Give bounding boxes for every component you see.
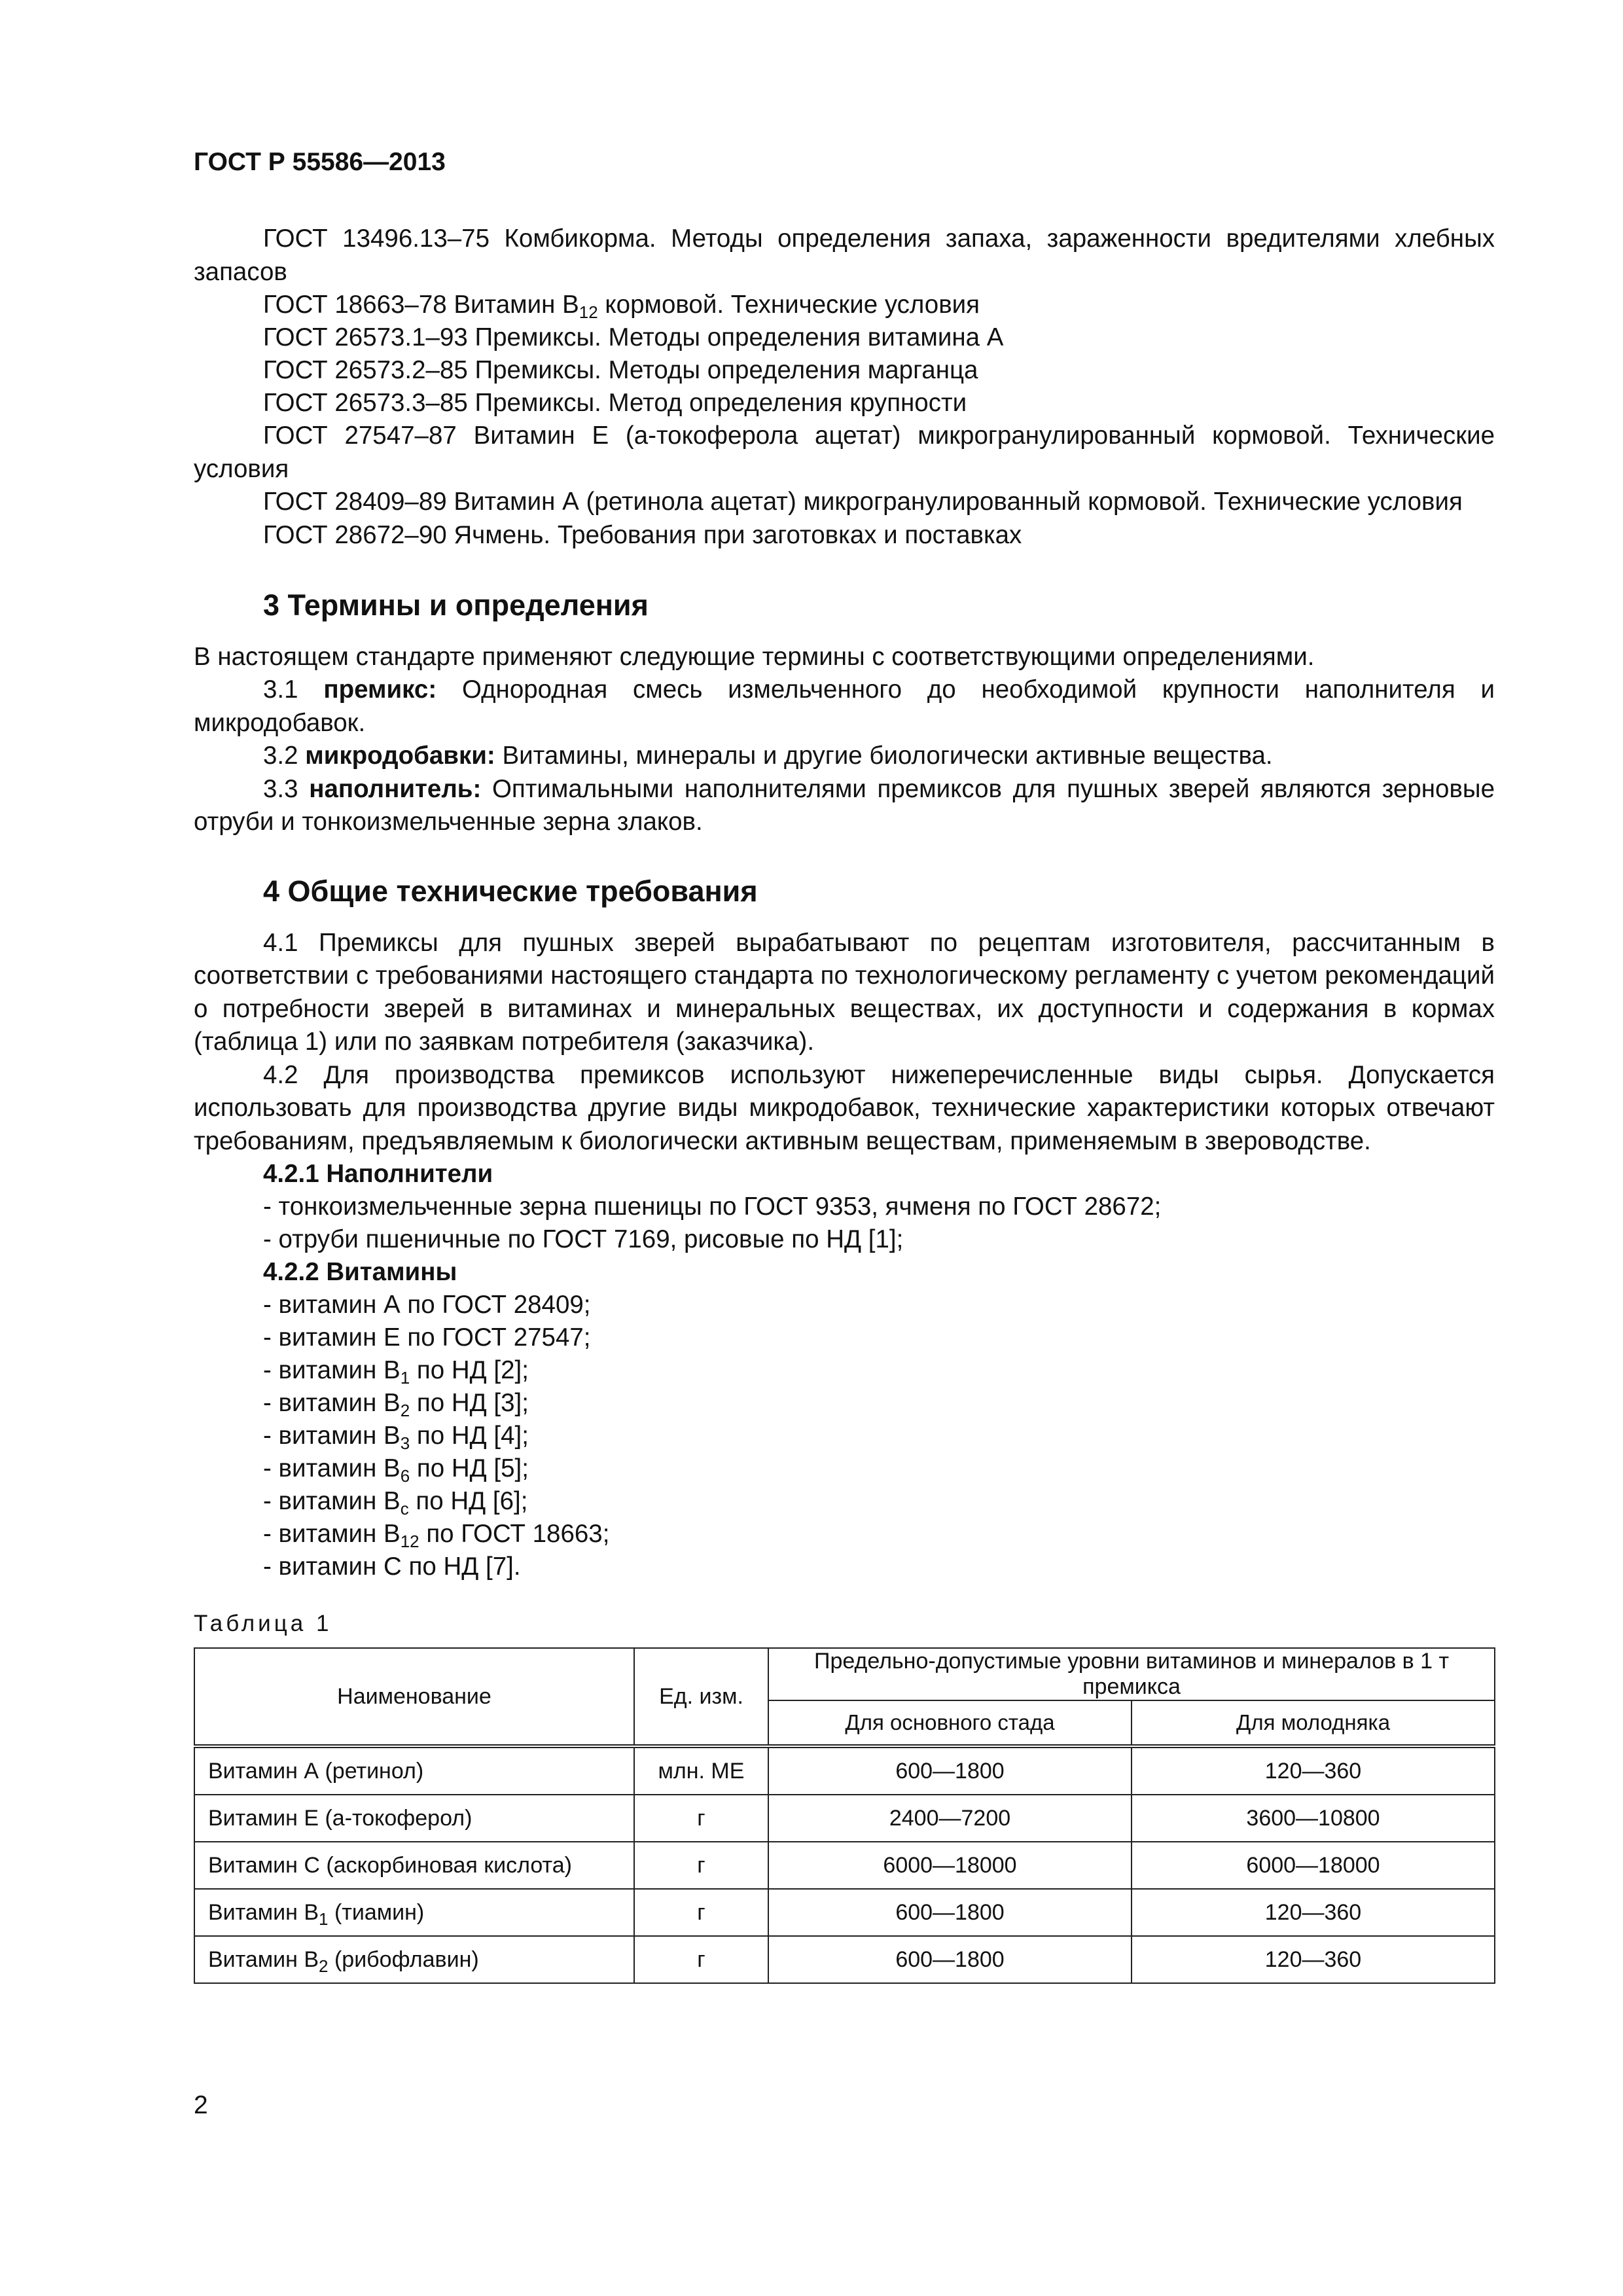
- section-4-heading: 4 Общие технические требования: [263, 874, 758, 908]
- cell-young: 120—360: [1132, 1889, 1495, 1936]
- cell-unit: г: [634, 1936, 768, 1983]
- term-premix: 3.1 премикс: Однородная смесь измельченного до необходимой крупности наполнителя и микродобавок.: [194, 675, 1495, 737]
- filler-item: - отруби пшеничные по ГОСТ 7169, рисовые по НД [1];: [263, 1225, 904, 1253]
- table-1: [194, 1647, 1495, 1984]
- cell-young: 120—360: [1132, 1936, 1495, 1983]
- page-number: 2: [194, 2091, 208, 2119]
- cell-name: Витамин А (ретинол): [194, 1746, 634, 1795]
- section-3-intro: В настоящем стандарте применяют следующие термины с соответствующими определениями.: [194, 642, 1315, 671]
- column-header-main-herd: Для основного стада: [768, 1700, 1132, 1746]
- reference-13496: ГОСТ 13496.13–75 Комбикорма. Методы определения запаха, зараженности вредителями хлебных запасов: [194, 224, 1495, 286]
- column-header-levels: Предельно-допустимые уровни витаминов и минералов в 1 т премикса: [768, 1648, 1495, 1700]
- table-row: [194, 1889, 1495, 1936]
- term-microadditives: 3.2 микродобавки: Витамины, минералы и другие биологически активные вещества.: [263, 742, 1273, 770]
- filler-item: - тонкоизмельченные зерна пшеницы по ГОСТ 9353, ячменя по ГОСТ 28672;: [263, 1193, 1162, 1221]
- paragraph-4-1: 4.1 Премиксы для пушных зверей вырабатывают по рецептам изготовителя, рассчитанным в соответствии с требованиями настоящего стандарта по технологическому регламенту с учетом рекомендаций о потребности зверей в витаминах и минеральных веществах, их доступности и содержания в кормах (таблица 1) или по заявкам потребителя (заказчика).: [194, 928, 1495, 1056]
- reference-18663: ГОСТ 18663–78 Витамин $В_{12}$ кормовой. Технические условия: [263, 291, 980, 322]
- page-content: [194, 223, 1495, 1984]
- table-row: [194, 1842, 1495, 1889]
- table-row: [194, 1936, 1495, 1983]
- cell-main-herd: 600—1800: [768, 1936, 1132, 1983]
- cell-name: Витамин $В_2$ (рибофлавин): [194, 1936, 634, 1983]
- term-filler: 3.3 наполнитель: Оптимальными наполнителями премиксов для пушных зверей являются зерновые отруби и тонкоизмельченные зерна злаков.: [194, 774, 1495, 836]
- references-list: [194, 223, 1495, 552]
- reference-28409: ГОСТ 28409–89 Витамин А (ретинола ацетат) микрогранулированный кормовой. Технические условия: [263, 488, 1463, 516]
- cell-main-herd: 6000—18000: [768, 1842, 1132, 1889]
- table-1-caption: Таблица 1: [194, 1611, 332, 1636]
- reference-27547: ГОСТ 27547–87 Витамин Е (а-токоферола ацетат) микрогранулированный кормовой. Технические условия: [194, 422, 1495, 483]
- cell-unit: млн. МЕ: [634, 1746, 768, 1795]
- cell-name: Витамин $В_1$ (тиамин): [194, 1889, 634, 1936]
- table-row: [194, 1746, 1495, 1795]
- cell-unit: г: [634, 1795, 768, 1842]
- cell-young: 120—360: [1132, 1746, 1495, 1795]
- document-header: ГОСТ Р 55586—2013: [194, 148, 446, 176]
- reference-26573-2: ГОСТ 26573.2–85 Премиксы. Методы определения марганца: [263, 356, 978, 384]
- vitamin-item: - витамин $В_1$ по НД [2];: [263, 1356, 529, 1388]
- subsection-4-2-1-heading: 4.2.1 Наполнители: [263, 1160, 493, 1188]
- reference-28672: ГОСТ 28672–90 Ячмень. Требования при заготовках и поставках: [263, 520, 1022, 549]
- vitamin-item: - витамин $В_{12}$ по ГОСТ 18663;: [263, 1520, 610, 1551]
- cell-main-herd: 2400—7200: [768, 1795, 1132, 1842]
- section-3-heading: 3 Термины и определения: [263, 588, 649, 622]
- column-header-young: Для молодняка: [1132, 1700, 1495, 1746]
- cell-main-herd: 600—1800: [768, 1889, 1132, 1936]
- vitamin-item: - витамин С по НД [7].: [263, 1552, 521, 1581]
- cell-unit: г: [634, 1842, 768, 1889]
- subsection-4-2-2-heading: 4.2.2 Витамины: [263, 1258, 457, 1286]
- cell-main-herd: 600—1800: [768, 1746, 1132, 1795]
- vitamin-item: - витамин $В_3$ по НД [4];: [263, 1422, 529, 1453]
- cell-name: Витамин С (аскорбиновая кислота): [194, 1842, 634, 1889]
- reference-26573-3: ГОСТ 26573.3–85 Премиксы. Метод определения крупности: [263, 389, 967, 417]
- cell-unit: г: [634, 1889, 768, 1936]
- vitamin-item: - витамин $В_2$ по НД [3];: [263, 1389, 529, 1420]
- table-row: [194, 1795, 1495, 1842]
- cell-name: Витамин Е (а-токоферол): [194, 1795, 634, 1842]
- column-header-unit: Ед. изм.: [634, 1648, 768, 1746]
- vitamin-item: - витамин $В_с$ по НД [6];: [263, 1487, 528, 1518]
- cell-young: 6000—18000: [1132, 1842, 1495, 1889]
- vitamin-item: - витамин А по ГОСТ 28409;: [263, 1291, 591, 1319]
- vitamin-item: - витамин $В_6$ по НД [5];: [263, 1454, 529, 1486]
- column-header-name: Наименование: [194, 1648, 634, 1746]
- paragraph-4-2: 4.2 Для производства премиксов используют нижеперечисленные виды сырья. Допускается использовать для производства другие виды микродобавок, технические характеристики которых отвечают требованиям, предъявляемым к биологически активным веществам, применяемым в звероводстве.: [194, 1060, 1495, 1155]
- reference-26573-1: ГОСТ 26573.1–93 Премиксы. Методы определения витамина А: [263, 323, 1004, 351]
- cell-young: 3600—10800: [1132, 1795, 1495, 1842]
- vitamin-item: - витамин Е по ГОСТ 27547;: [263, 1323, 591, 1352]
